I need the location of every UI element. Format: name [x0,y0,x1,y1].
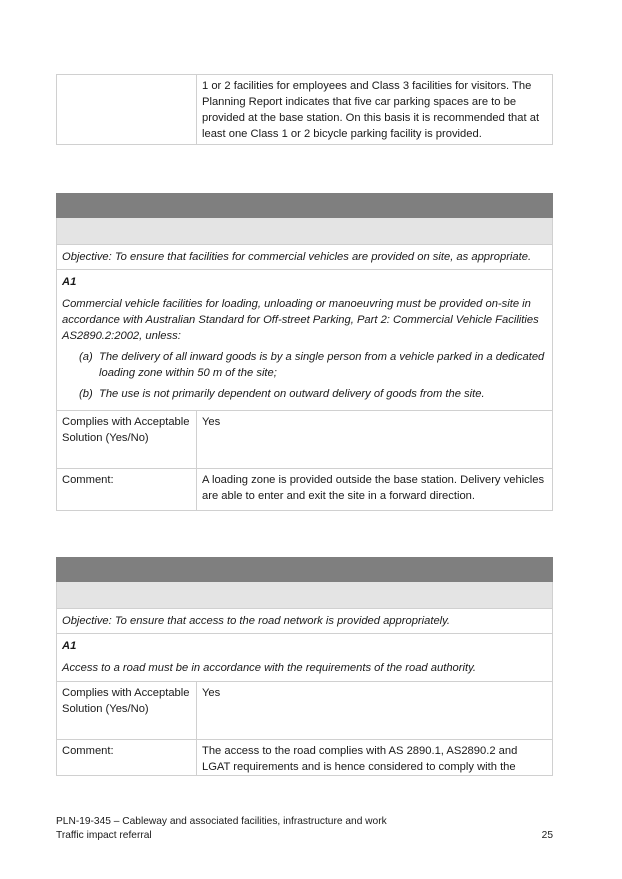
comment-label: Comment: [57,740,197,775]
complies-value: Yes [202,416,221,428]
acceptable-solution-row [56,634,553,682]
a1-text: Commercial vehicle facilities for loading, unloading or manoeuvring must be provided on-site in accordance with Australian Standard for Off-street Parking, Part 2: Commercial Vehicle Facilities AS2890.2:2002, unless: [62,298,539,342]
section-subheader-bar [56,218,553,244]
list-item-text: The delivery of all inward goods is by a single person from a vehicle parked in a dedicated loading zone within 50 m of the site; [99,351,545,379]
section-header-bar [56,193,553,218]
list-item-label: (b) [79,388,93,400]
comment-label: Comment: [57,469,197,510]
objective-text: Objective: To ensure that facilities for commercial vehicles are provided on site, as appropriate. [62,251,532,263]
comment-value: A loading zone is provided outside the base station. Delivery vehicles are able to enter and exit the site in a forward direction. [202,474,545,502]
footer-document-subtitle: Traffic impact referral [56,830,152,841]
a1-label: A1 [62,640,77,652]
list-item [62,386,547,402]
list-item-label: (a) [79,351,93,363]
list-item-text: The use is not primarily dependent on outward delivery of goods from the site. [99,388,485,400]
table-continued [56,74,553,145]
table-row [56,74,553,145]
section-header-bar [56,557,553,582]
complies-label: Complies with Acceptable Solution (Yes/No) [57,411,197,468]
acceptable-solution-row [56,270,553,411]
comment-value: The access to the road complies with AS 2890.1, AS2890.2 and LGAT requirements and is hence considered to comply with the [202,745,518,773]
page-footer [56,815,553,843]
complies-label: Complies with Acceptable Solution (Yes/No) [57,682,197,739]
a1-text: Access to a road must be in accordance with the requirements of the road authority. [62,662,476,674]
section-commercial-vehicles [56,193,553,511]
objective-row [56,608,553,634]
list-item [62,349,547,381]
a1-label: A1 [62,276,77,288]
comment-row [56,740,553,776]
complies-row [56,682,553,740]
footer-document-title: PLN-19-345 – Cableway and associated facilities, infrastructure and work [56,816,387,827]
objective-row [56,244,553,270]
table-cell-empty [57,75,197,144]
page-number: 25 [541,830,553,841]
complies-value: Yes [202,687,221,699]
table-cell-text: 1 or 2 facilities for employees and Class 3 facilities for visitors. The Planning Report indicates that five car parking spaces are to be provided at the base station. On this basis it is recommended that at least one Class 1 or 2 bicycle parking facility is provided. [202,80,540,140]
complies-row [56,411,553,469]
section-road-access [56,557,553,776]
comment-row [56,469,553,511]
section-subheader-bar [56,582,553,608]
objective-text: Objective: To ensure that access to the road network is provided appropriately. [62,615,451,627]
